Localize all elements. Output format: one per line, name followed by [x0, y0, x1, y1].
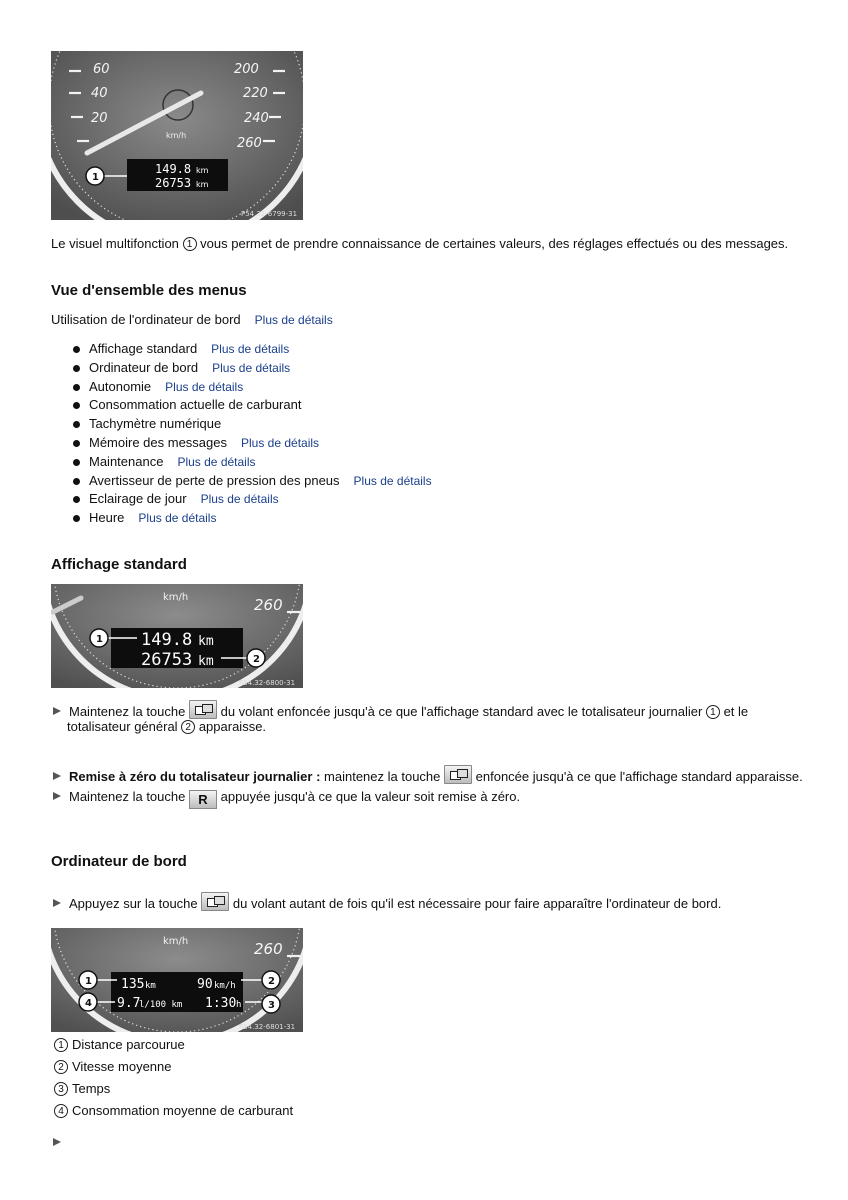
list-item: Avertisseur de perte de pression des pneus Plus de détails	[73, 472, 432, 491]
distance-unit: km	[145, 981, 156, 991]
legend-item-2: 2 Vitesse moyenne	[54, 1058, 172, 1076]
svg-text:1: 1	[92, 172, 99, 183]
avg-speed-unit: km/h	[214, 981, 236, 991]
figure-code: P54.32-6800-31	[239, 679, 296, 687]
legend-item-1: 1 Distance parcourue	[54, 1036, 185, 1054]
svg-text:1: 1	[96, 634, 103, 645]
svg-text:1: 1	[85, 976, 92, 987]
total-value: 26753	[155, 176, 192, 190]
reset-key-icon: R	[189, 790, 217, 809]
step-standard-1-cont: totalisateur général 2 apparaisse.	[67, 719, 267, 734]
intro-text: Le visuel multifonction 1 vous permet de prendre connaissance de certaines valeurs, des réglages effectués ou des messages.	[51, 236, 789, 251]
details-link[interactable]: Plus de détails	[138, 511, 217, 526]
speed-unit: km/h	[166, 131, 187, 140]
list-item: Heure Plus de détails	[73, 509, 432, 528]
list-item: Consommation actuelle de carburant	[73, 396, 432, 415]
list-item: Maintenance Plus de détails	[73, 453, 432, 472]
step-arrow-icon	[53, 772, 61, 780]
details-link[interactable]: Plus de détails	[200, 492, 279, 507]
scale-right-240: 240	[244, 111, 269, 126]
figure-code: P54.32-6801-31	[239, 1023, 296, 1031]
list-item: Autonomie Plus de détails	[73, 378, 432, 397]
section-title-computer: Ordinateur de bord	[51, 853, 187, 870]
section-title-menus: Vue d'ensemble des menus	[51, 282, 247, 299]
step-arrow-icon	[53, 1135, 69, 1150]
scale-left-40: 40	[91, 86, 108, 101]
trip-unit: km	[198, 634, 214, 649]
details-link[interactable]: Plus de détails	[241, 435, 320, 450]
scale-right-200: 200	[234, 62, 259, 77]
time-value: 1:30	[205, 996, 237, 1011]
speed-unit: km/h	[163, 592, 189, 603]
callout-2-icon: 2	[54, 1060, 68, 1074]
consumption-value: 9.7	[117, 996, 141, 1011]
display-key-icon	[189, 700, 217, 719]
details-link[interactable]: Plus de détails	[165, 379, 244, 394]
list-item: Eclairage de jour Plus de détails	[73, 490, 432, 509]
list-item: Ordinateur de bord Plus de détails	[73, 359, 432, 378]
time-unit: h	[236, 1000, 242, 1010]
legend-item-3: 3 Temps	[54, 1080, 110, 1098]
step-arrow-icon	[53, 899, 61, 907]
list-item: Tachymètre numérique	[73, 415, 432, 434]
svg-text:3: 3	[268, 1000, 275, 1011]
callout-1-icon: 1	[706, 705, 720, 719]
speed-unit: km/h	[163, 936, 189, 947]
legend-item-4: 4 Consommation moyenne de carburant	[54, 1102, 293, 1120]
usage-line: Utilisation de l'ordinateur de bord Plus de détails	[51, 312, 333, 327]
scale-left-20: 20	[91, 111, 108, 126]
callout-4-icon: 4	[54, 1104, 68, 1118]
list-item: Mémoire des messages Plus de détails	[73, 434, 432, 453]
display-key-icon	[444, 765, 472, 784]
consumption-unit: l/100 km	[139, 1000, 183, 1010]
avg-speed-value: 90	[197, 977, 213, 992]
distance-value: 135	[121, 977, 145, 992]
step-standard-1: Maintenez la touche du volant enfoncée jusqu'à ce que l'affichage standard avec le totalisateur journalier 1 et le	[53, 700, 748, 721]
step-arrow-icon	[53, 792, 61, 800]
total-unit: km	[198, 654, 214, 669]
usage-details-link[interactable]: Plus de détails	[254, 313, 333, 327]
trip-unit: km	[196, 166, 209, 175]
details-link[interactable]: Plus de détails	[212, 360, 291, 375]
callout-3-icon: 3	[54, 1082, 68, 1096]
svg-text:4: 4	[85, 998, 92, 1009]
svg-text:2: 2	[268, 976, 275, 987]
step-computer-1: Appuyez sur la touche du volant autant de fois qu'il est nécessaire pour faire apparaître l'ordinateur de bord.	[53, 892, 721, 913]
callout-1-icon: 1	[54, 1038, 68, 1052]
details-link[interactable]: Plus de détails	[353, 473, 432, 488]
trip-value: 149.8	[141, 630, 193, 650]
list-item: Affichage standard Plus de détails	[73, 340, 432, 359]
display-key-icon	[201, 892, 229, 911]
step-standard-2: Remise à zéro du totalisateur journalier : maintenez la touche enfoncée jusqu'à ce que l'affichage standard apparaisse.	[53, 765, 803, 786]
scale-right-260: 260	[237, 136, 262, 151]
details-link[interactable]: Plus de détails	[211, 342, 290, 356]
total-unit: km	[196, 180, 209, 189]
menu-list	[73, 340, 432, 528]
figure-code: P54.32-6799-31	[241, 210, 298, 218]
callout-1-icon: 1	[183, 237, 197, 251]
trip-computer-figure	[51, 928, 303, 1032]
svg-text:2: 2	[253, 654, 260, 665]
step-standard-3: Maintenez la touche R appuyée jusqu'à ce que la valeur soit remise à zéro.	[53, 788, 520, 809]
step-arrow-icon	[53, 707, 61, 715]
section-title-standard: Affichage standard	[51, 556, 187, 573]
scale-left-60: 60	[93, 62, 110, 77]
standard-display-figure	[51, 584, 303, 688]
speed-mark-260: 260	[254, 596, 283, 614]
details-link[interactable]: Plus de détails	[177, 454, 256, 469]
trip-value: 149.8	[155, 162, 192, 176]
speedometer-figure-1	[51, 51, 303, 220]
callout-2-icon: 2	[181, 720, 195, 734]
total-value: 26753	[141, 650, 193, 670]
scale-right-220: 220	[243, 86, 268, 101]
speed-mark-260: 260	[254, 940, 283, 958]
